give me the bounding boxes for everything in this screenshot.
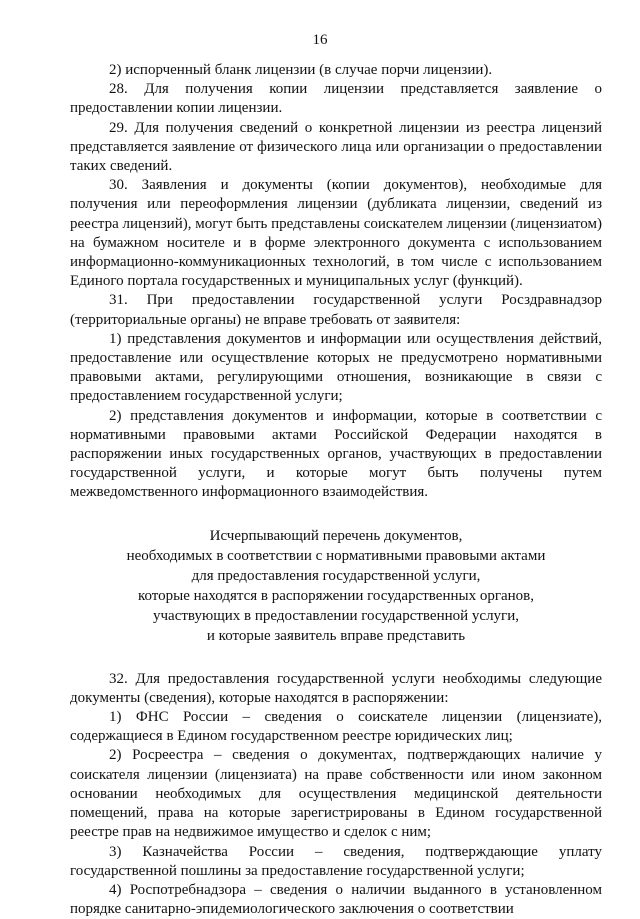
paragraph-32-item-3: 3) Казначейства России – сведения, подтверждающие уплату государственной пошлины за предоставление государственной услуги; (70, 843, 602, 879)
paragraph-32-item-2: 2) Росреестра – сведения о документах, подтверждающих наличие у соискателя лицензии (лицензиата) на праве собственности или ином законном основании необходимых для осуществления медицинской деятельности помещений, права на которые зарегистрированы в Едином государственной реестре прав на недвижимое имущество и сделок с ним; (70, 747, 602, 841)
heading-line: для предоставления государственной услуги, (191, 567, 481, 584)
paragraph-32-item-1: 1) ФНС России – сведения о соискателе лицензии (лицензиате), содержащиеся в Едином государственном реестре юридических лиц; (70, 709, 602, 745)
section-heading (70, 526, 602, 646)
heading-line: необходимых в соответствии с нормативными правовыми актами (126, 547, 546, 564)
heading-line: и которые заявитель вправе представить (206, 627, 466, 644)
paragraph-31-item-2: 2) представления документов и информации, которые в соответствии с нормативными правовыми актами Российской Федерации находятся в распоряжении иных государственных органов, участвующих в предоставлении государственной услуги, и которые могут быть получены путем межведомственного информационного взаимодействия. (70, 407, 602, 501)
paragraph-32-item-4: 4) Роспотребнадзора – сведения о наличии выданного в установленном порядке санитарно-эпидемиологического заключения о соответствии (70, 881, 602, 918)
paragraph-31: 31. При предоставлении государственной услуги Росздравнадзор (территориальные органы) не вправе требовать от заявителя: (70, 292, 602, 328)
document-body (70, 58, 602, 919)
heading-line: которые находятся в распоряжении государственных органов, (137, 587, 535, 604)
paragraph-30: 30. Заявления и документы (копии документов), необходимые для получения или переоформления лицензии (дубликата лицензии, сведений из реестра лицензий), могут быть представлены соискателем лицензии (лицензиатом) на бумажном носителе и в форме электронного документа с использованием информационно-коммуникационных технологий, в том числе с использованием Единого портала государственных и муниципальных услуг (функций). (70, 177, 602, 290)
paragraph-32: 32. Для предоставления государственной услуги необходимы следующие документы (сведения), которые находятся в распоряжении: (70, 670, 602, 706)
page-number: 16 (312, 32, 328, 48)
heading-line: Исчерпывающий перечень документов, (209, 527, 463, 544)
heading-line: участвующих в предоставлении государственной услуги, (153, 607, 519, 624)
paragraph-29: 29. Для получения сведений о конкретной лицензии из реестра лицензий представляется заявление от физического лица или организации о предоставлении таких сведений. (70, 119, 602, 175)
paragraph-28: 28. Для получения копии лицензии представляется заявление о предоставлении копии лицензии. (70, 81, 602, 117)
paragraph-31-item-1: 1) представления документов и информации или осуществления действий, предоставление или осуществление которых не предусмотрено нормативными правовыми актами, регулирующими отношения, возникающие в связи с предоставлением государственной услуги; (70, 330, 602, 405)
item-2-spoiled-form: 2) испорченный бланк лицензии (в случае порчи лицензии). (109, 62, 493, 78)
